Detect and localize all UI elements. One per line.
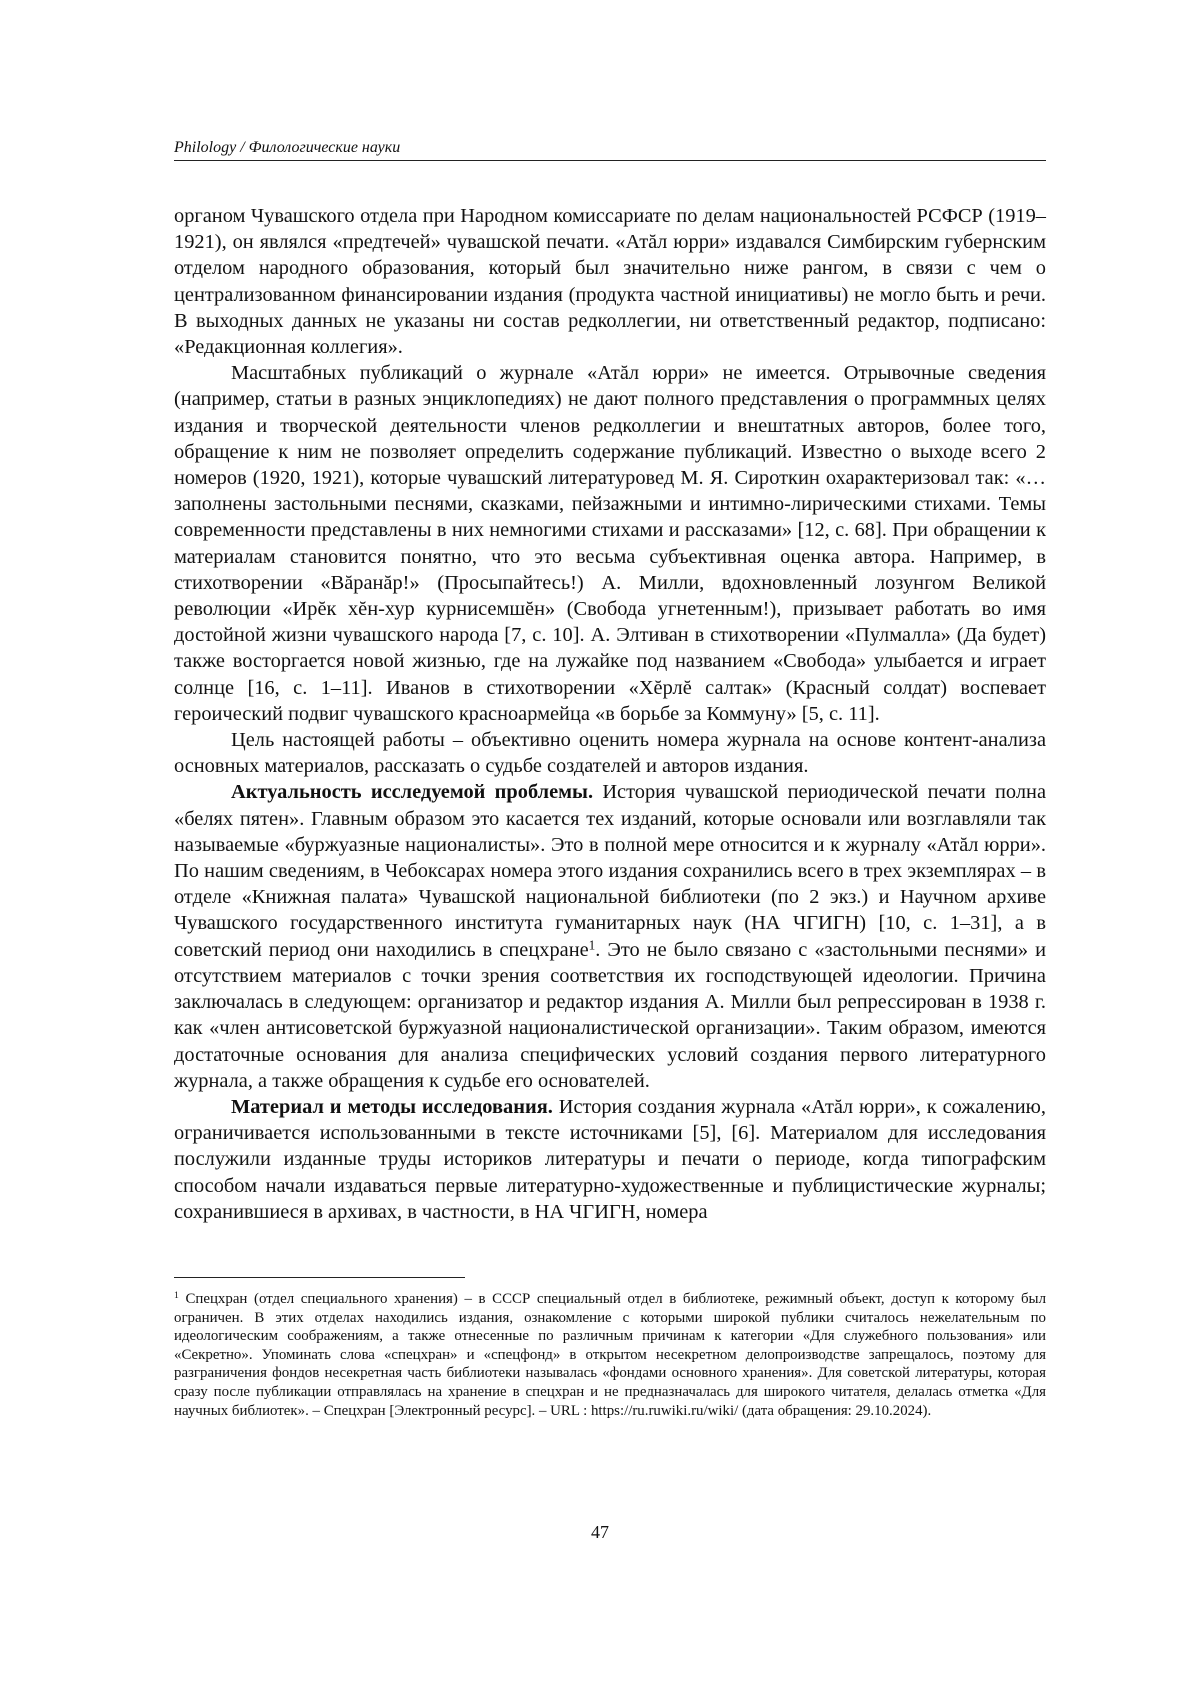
paragraph-3: Цель настоящей работы – объективно оценить номера журнала на основе контент-анализа основных материалов, рассказать о судьбе создателей и авторов издания. [174, 727, 1046, 779]
page-number: 47 [0, 1521, 1200, 1543]
methods-heading: Материал и методы исследования. [231, 1096, 553, 1118]
article-body [174, 203, 1046, 1225]
paragraph-2: Масштабных публикаций о журнале «Атăл юрри» не имеется. Отрывочные сведения (например, статьи в разных энциклопедиях) не дают полного представления о программных целях издания и творческой деятельности членов редколлегии и внештатных авторов, более того, обращение к ним не позволяет определить содержание публикаций. Известно о выходе всего 2 номеров (1920, 1921), которые чувашский литературовед М. Я. Сироткин охарактеризовал так: «… заполнены застольными песнями, сказками, пейзажными и интимно-лирическими стихами. Темы современности представлены в них немногими стихами и рассказами» [12, с. 68]. При обращении к материалам становится понятно, что это весьма субъективная оценка автора. Например, в стихотворении «Вăранăр!» (Просыпайтесь!) А. Милли, вдохновленный лозунгом Великой революции «Ирĕк хĕн-хур курнисемшĕн» (Свобода угнетенным!), призывает работать во имя достойной жизни чувашского народа [7, с. 10]. А. Элтиван в стихотворении «Пулмалла» (Да будет) также восторгается новой жизнью, где на лужайке под названием «Свобода» улыбается и играет солнце [16, с. 1–11]. Иванов в стихотворении «Хĕрлĕ салтак» (Красный солдат) воспевает героический подвиг чувашского красноармейца «в борьбе за Коммуну» [5, с. 11]. [174, 360, 1046, 727]
paragraph-relevance [174, 779, 1046, 1093]
relevance-text-b: . Это не было связано с «застольными песнями» и отсутствием материалов с точки зрения соответствия их господствующей идеологии. Причина заключалась в следующем: организатор и редактор издания А. Милли был репрессирован в 1938 г. как «член антисоветской буржуазной националистической организации». Таким образом, имеются достаточные основания для анализа специфических условий создания первого литературного журнала, а также обращения к судьбе его основателей. [174, 939, 1046, 1092]
footnote-ref[interactable]: 1 [589, 937, 596, 952]
footnote-text: Спецхран (отдел специального хранения) – в СССР специальный отдел в библиотеке, режимный объект, доступ к которому был ограничен. В этих отделах находились издания, ознакомление с которыми широкой публики считалось нежелательным по идеологическим соображениям, а также отнесенные по различным причинам к категории «Для служебного пользования» или «Секретно». Упоминать слова «спецхран» и «спецфонд» в открытом несекретном делопроизводстве запрещалось, поэтому для разграничения фондов несекретная часть библиотеки называлась «фондами основного хранения». Для советской литературы, которая сразу после публикации отправлялась на хранение в спецхран и не предназначалась для широкого читателя, делалась отметка «Для научных библиотек». – Спецхран [Электронный ресурс]. – URL : https://ru.ruwiki.ru/wiki/ (дата обращения: 29.10.2024). [174, 1291, 1046, 1419]
running-head: Philology / Филологические науки [174, 137, 1046, 161]
paragraph-methods [174, 1094, 1046, 1225]
relevance-heading: Актуальность исследуемой проблемы. [231, 781, 593, 803]
footnote-divider [174, 1277, 465, 1278]
footnote-mark: 1 [174, 1290, 179, 1301]
methods-text: История создания журнала «Атăл юрри», к сожалению, ограничивается использованными в тексте источниками [5], [6]. Материалом для исследования послужили изданные труды историков литературы и печати о периоде, когда типографским способом начали издаваться первые литературно-художественные и публицистические журналы; сохранившиеся в архивах, в частности, в НА ЧГИГН, номера [174, 1096, 1046, 1223]
paragraph-1: органом Чувашского отдела при Народном комиссариате по делам национальностей РСФСР (1919–1921), он являлся «предтечей» чувашской печати. «Атăл юрри» издавался Симбирским губернским отделом народного образования, который был значительно ниже рангом, в связи с чем о централизованном финансировании издания (продукта частной инициативы) не могло быть и речи. В выходных данных не указаны ни состав редколлегии, ни ответственный редактор, подписано: «Редакционная коллегия». [174, 203, 1046, 360]
footnote [174, 1290, 1046, 1420]
footnote-1 [174, 1290, 1046, 1420]
relevance-text-a: История чувашской периодической печати полна «белях пятен». Главным образом это касается тех изданий, которые основали или возглавляли так называемые «буржуазные националисты». Это в полной мере относится и к журналу «Атăл юрри». По нашим сведениям, в Чебоксарах номера этого издания сохранились всего в трех экземплярах – в отделе «Книжная палата» Чувашской национальной библиотеки (по 2 экз.) и Научном архиве Чувашского государственного института гуманитарных наук (НА ЧГИГН) [10, с. 1–31], а в советский период они находились в спецхране [174, 781, 1046, 960]
